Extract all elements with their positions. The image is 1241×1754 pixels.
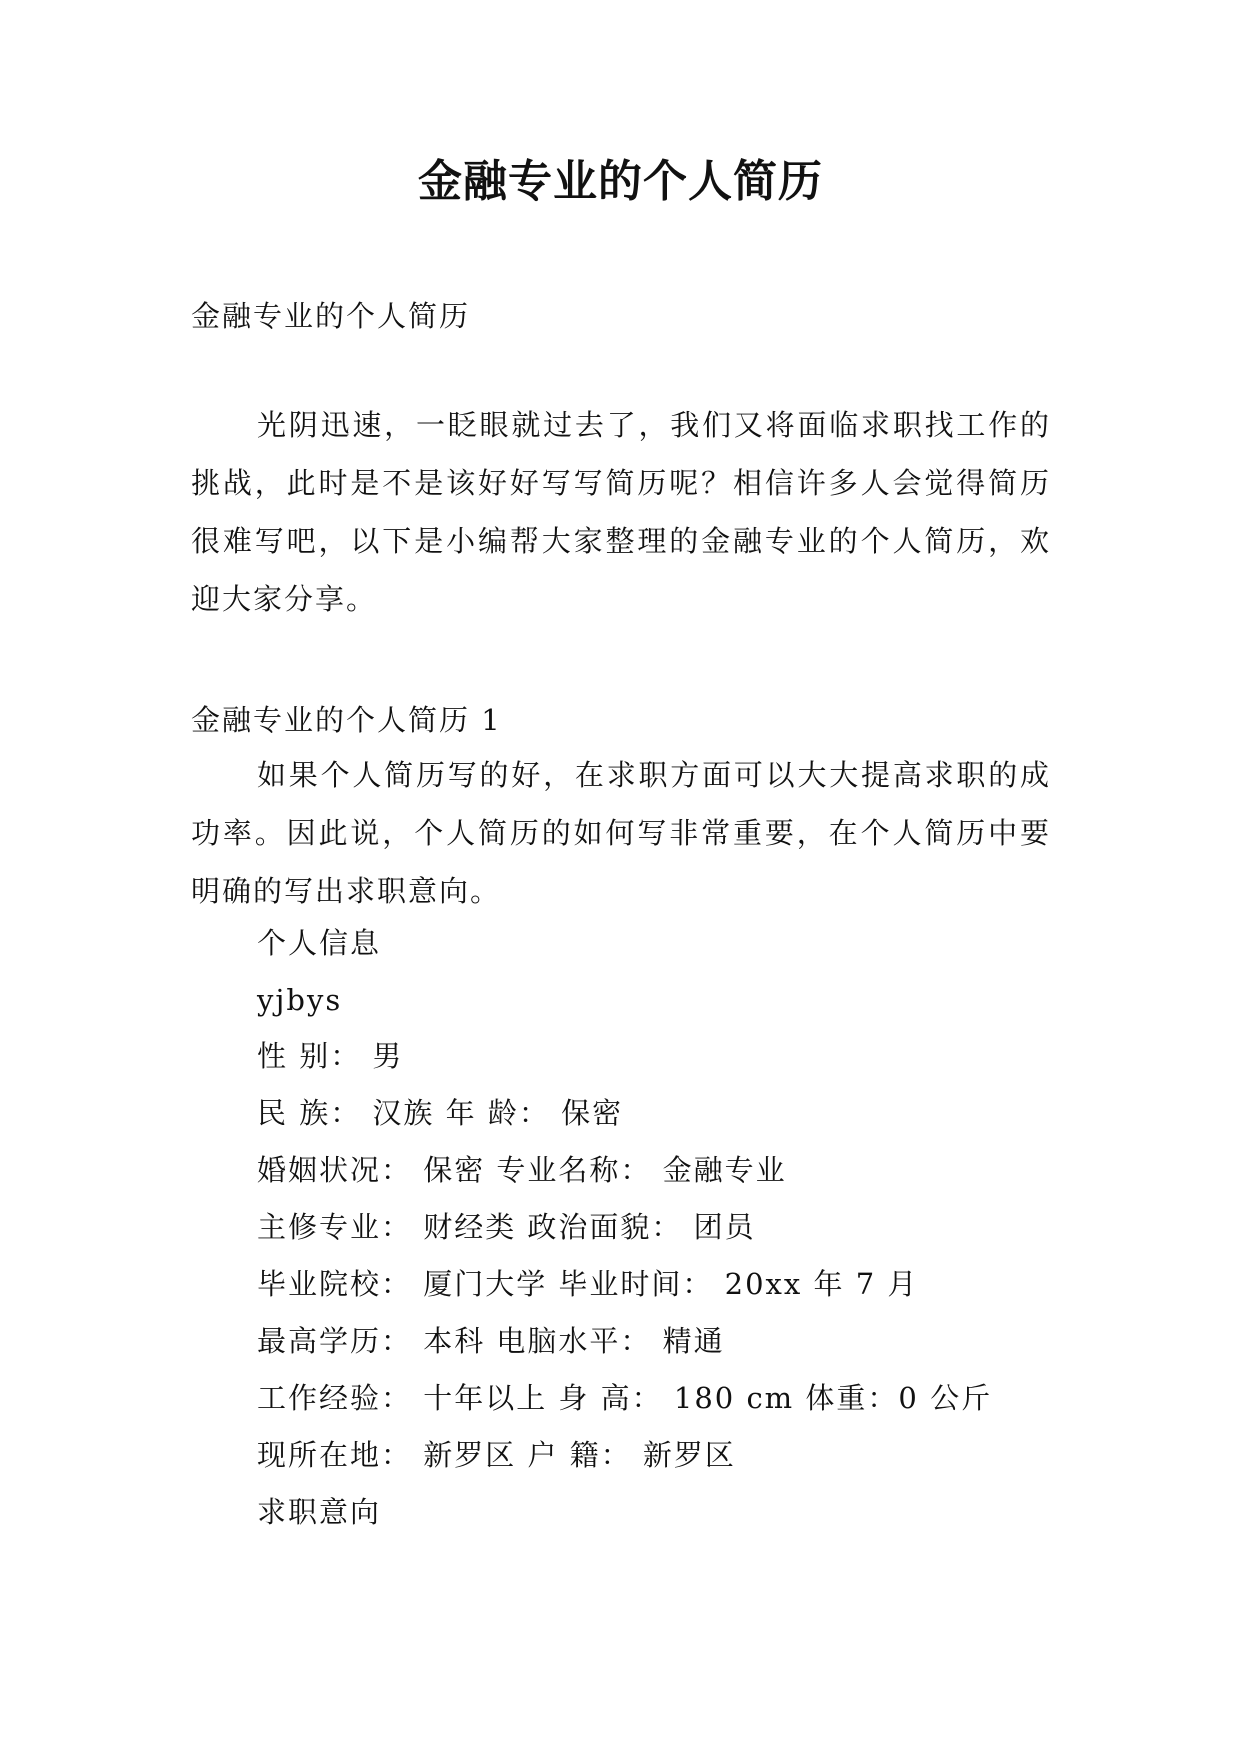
info-line: 最高学历： 本科 电脑水平： 精通 bbox=[257, 1324, 725, 1358]
info-line: 民 族： 汉族 年 龄： 保密 bbox=[257, 1096, 624, 1130]
intro-paragraph: 光阴迅速，一眨眼就过去了，我们又将面临求职找工作的挑战，此时是不是该好好写写简历呢？相信许多人会觉得简历很难写吧，以下是小编帮大家整理的金融专业的个人简历，欢迎大家分享。 bbox=[191, 408, 1051, 616]
name-line: yjbys bbox=[257, 983, 343, 1017]
personal-info-heading: 个人信息 bbox=[257, 926, 382, 960]
info-line: 婚姻状况： 保密 专业名称： 金融专业 bbox=[257, 1153, 787, 1187]
section-paragraph: 如果个人简历写的好，在求职方面可以大大提高求职的成功率。因此说，个人简历的如何写非常重要，在个人简历中要明确的写出求职意向。 bbox=[191, 758, 1051, 908]
job-intention-heading: 求职意向 bbox=[257, 1495, 382, 1529]
document-subtitle: 金融专业的个人简历 bbox=[191, 299, 471, 333]
info-line: 毕业院校： 厦门大学 毕业时间： 20xx 年 7 月 bbox=[257, 1267, 919, 1301]
info-line: 现所在地： 新罗区 户 籍： 新罗区 bbox=[257, 1438, 736, 1472]
info-line: 性 别： 男 bbox=[257, 1039, 404, 1073]
info-line: 主修专业： 财经类 政治面貌： 团员 bbox=[257, 1210, 756, 1244]
info-line: 工作经验： 十年以上 身 高： 180 cm 体重：0 公斤 bbox=[257, 1381, 993, 1415]
section-heading: 金融专业的个人简历 1 bbox=[191, 703, 502, 737]
document-title: 金融专业的个人简历 bbox=[418, 156, 823, 207]
